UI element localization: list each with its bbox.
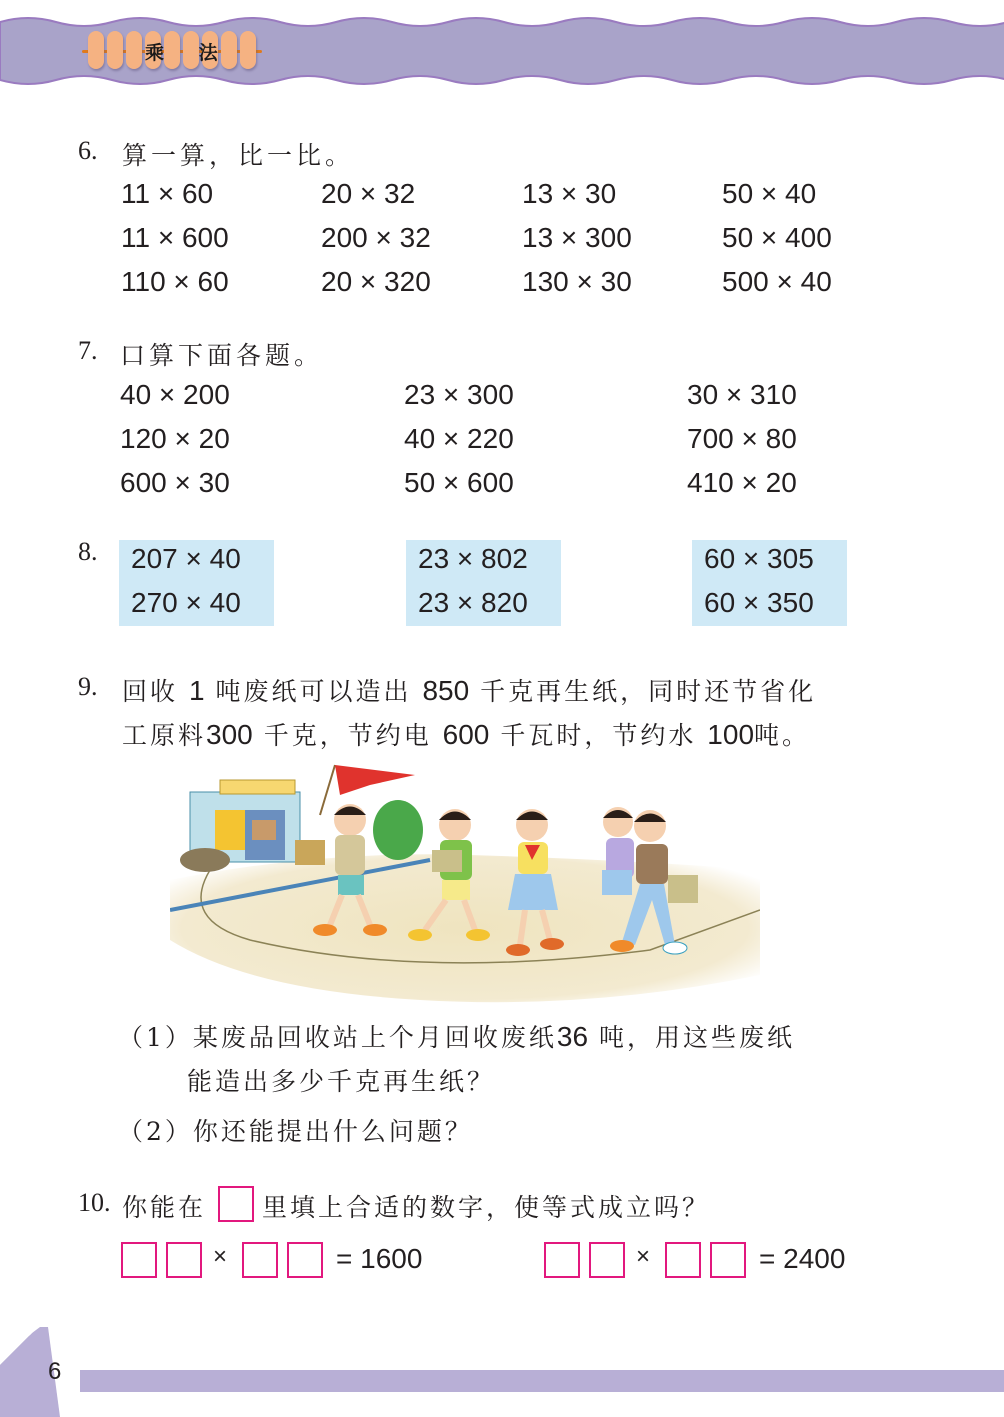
text: 吨。 (754, 721, 811, 750)
question-text-line-2 (122, 716, 810, 752)
expression: 13 × 30 (522, 178, 617, 209)
sub-question-label: （2） (118, 1117, 193, 1146)
digit-input-box[interactable] (287, 1242, 323, 1278)
equation-result: = 1600 (336, 1243, 423, 1274)
expression: 11 × 600 (121, 222, 229, 253)
answer-box-example (218, 1186, 254, 1222)
digit-input-box[interactable] (710, 1242, 746, 1278)
number: 36 (556, 1021, 589, 1052)
times-sign: × (213, 1243, 228, 1270)
text: 回收 (122, 677, 179, 706)
recycling-children-illustration (170, 760, 760, 1010)
question-text-line-1 (122, 672, 816, 708)
digit-input-box[interactable] (544, 1242, 580, 1278)
expression: 600 × 30 (120, 467, 230, 498)
number: 300 (206, 719, 253, 750)
expression: 40 × 200 (120, 379, 230, 410)
sub-question-2 (118, 1112, 473, 1148)
sub-question-1-line-2: 能造出多少千克再生纸？ (187, 1067, 496, 1096)
number: 850 (422, 675, 470, 706)
expression: 60 × 350 (704, 587, 814, 618)
sub-question-label: （1） (118, 1023, 193, 1052)
page-number: 6 (48, 1358, 62, 1385)
digit-input-box[interactable] (589, 1242, 625, 1278)
text: 千克再生纸，同时还节省化 (480, 677, 817, 706)
digit-input-box[interactable] (242, 1242, 278, 1278)
question-title-part-2: 里填上合适的数字，使等式成立吗？ (262, 1193, 711, 1222)
expression: 23 × 820 (418, 587, 528, 618)
digit-input-box[interactable] (121, 1242, 157, 1278)
text: 某废品回收站上个月回收废纸 (192, 1023, 557, 1052)
expression: 130 × 30 (522, 266, 632, 297)
expression: 50 × 400 (722, 222, 832, 253)
text: 你还能提出什么问题？ (192, 1117, 473, 1146)
expression: 20 × 320 (321, 266, 431, 297)
expression: 30 × 310 (687, 379, 797, 410)
question-number: 8. (78, 537, 98, 566)
times-sign: × (636, 1243, 651, 1270)
chapter-title: 乘 法 (145, 42, 232, 64)
expression: 50 × 600 (404, 467, 514, 498)
text: 吨废纸可以造出 (215, 677, 412, 706)
expression: 60 × 305 (704, 543, 814, 574)
equation-result: = 2400 (759, 1243, 846, 1274)
sub-question-1-line-1 (118, 1018, 795, 1054)
expression: 11 × 60 (121, 178, 214, 209)
expression: 20 × 32 (321, 178, 416, 209)
expression: 120 × 20 (120, 423, 230, 454)
number: 600 (442, 719, 490, 750)
question-title: 口算下面各题。 (120, 341, 324, 370)
text: 千克，节约电 (263, 721, 432, 750)
number: 1 (188, 675, 205, 706)
expression: 50 × 40 (722, 178, 817, 209)
question-title: 算一算，比一比。 (122, 141, 355, 170)
expression: 40 × 220 (404, 423, 514, 454)
question-number: 10. (78, 1188, 111, 1217)
chapter-header-banner (0, 0, 1004, 100)
expression: 410 × 20 (687, 467, 797, 498)
question-number: 6. (78, 136, 98, 165)
digit-input-box[interactable] (665, 1242, 701, 1278)
expression: 13 × 300 (522, 222, 632, 253)
expression: 23 × 300 (404, 379, 514, 410)
expression: 200 × 32 (321, 222, 431, 253)
expression: 500 × 40 (722, 266, 832, 297)
text: 吨，用这些废纸 (599, 1023, 796, 1052)
expression: 270 × 40 (131, 587, 241, 618)
expression: 23 × 802 (418, 543, 528, 574)
question-number: 9. (78, 672, 98, 701)
number: 100 (707, 719, 755, 750)
digit-input-box[interactable] (166, 1242, 202, 1278)
question-number: 7. (78, 336, 98, 365)
expression: 700 × 80 (687, 423, 797, 454)
expression: 110 × 60 (121, 266, 229, 297)
text: 工原料 (122, 721, 207, 750)
expression: 207 × 40 (131, 543, 241, 574)
question-title-part-1: 你能在 (122, 1193, 207, 1222)
text: 千瓦时，节约水 (500, 721, 697, 750)
footer-bar (80, 1370, 1004, 1392)
